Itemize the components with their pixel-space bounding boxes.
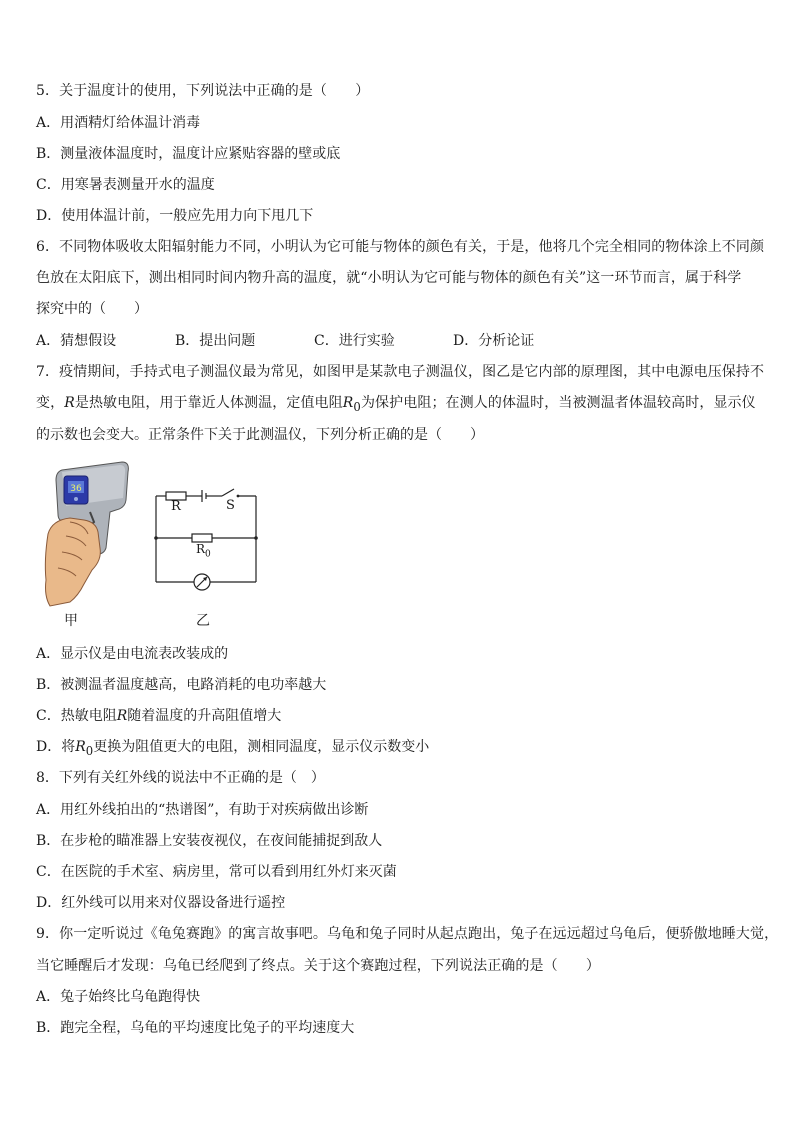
q7-option-c-text: 随着温度的升高阻值增大 (127, 708, 282, 724)
q5-stem: 5．关于温度计的使用，下列说法中正确的是（ ） (36, 83, 370, 99)
q8-option-d: D．红外线可以用来对仪器设备进行遥控 (36, 895, 286, 911)
q7-option-a: A．显示仪是由电流表改装成的 (36, 646, 229, 662)
q7-option-c-text: C．热敏电阻 (36, 708, 117, 724)
q7-option-d-var: R (75, 739, 86, 755)
q9-option-a: A．兔子始终比乌龟跑得快 (36, 989, 201, 1005)
svg-text:36: 36 (70, 484, 82, 494)
q5-option-c: C．用寒暑表测量开水的温度 (36, 177, 215, 193)
circuit-label-r: R (171, 499, 181, 514)
circuit-diagram (150, 484, 265, 594)
q7-var-r0-subscript: 0 (353, 399, 361, 414)
q9-option-b: B．跑完全程，乌龟的平均速度比兔子的平均速度大 (36, 1020, 355, 1036)
q6-option-a: A．猜想假设 (36, 333, 117, 349)
q7-stem-line3: 的示数也会变大。正常条件下关于此测温仪，下列分析正确的是（ ） (36, 427, 484, 443)
q7-stem-text: 变， (36, 395, 65, 411)
q7-stem-text: 是热敏电阻，用于靠近人体测温，定值电阻 (74, 395, 343, 411)
q6-option-d: D．分析论证 (453, 333, 535, 349)
q5-option-a: A．用酒精灯给体温计消毒 (36, 115, 201, 131)
q7-option-b: B．被测温者温度越高，电路消耗的电功率越大 (36, 677, 327, 693)
q9-stem-line2: 当它睡醒后才发现：乌龟已经爬到了终点。关于这个赛跑过程，下列说法正确的是（ ） (36, 958, 600, 974)
circuit-diagram-svg (150, 484, 265, 594)
figure-jia-caption: 甲 (64, 613, 78, 629)
q8-option-b: B．在步枪的瞄准器上安装夜视仪，在夜间能捕捉到敌人 (36, 833, 383, 849)
q5-option-d: D．使用体温计前，一般应先用力向下甩几下 (36, 208, 314, 224)
figure-yi-caption: 乙 (196, 613, 210, 629)
q6-options (36, 331, 534, 351)
circuit-label-s: S (226, 498, 235, 513)
circuit-label-r0-main: R (196, 542, 206, 556)
q7-var-r: R (64, 395, 75, 411)
q7-option-d (36, 737, 764, 761)
q6-stem-line1: 6．不同物体吸收太阳辐射能力不同，小明认为它可能与物体的颜色有关，于是，他将几个完全相同的物体涂上不同颜 (36, 239, 765, 255)
q6-stem-line2: 色放在太阳底下，测出相同时间内物升高的温度，就“小明认为它可能与物体的颜色有关”这一环节而言，属于科学 (36, 270, 742, 286)
q9-stem-line1: 9．你一定听说过《龟兔赛跑》的寓言故事吧。乌龟和兔子同时从起点跑出，兔子在远远超过乌龟后，便骄傲地睡大觉， (36, 926, 779, 942)
thermometer-gun-icon (40, 460, 135, 610)
q8-stem: 8．下列有关红外线的说法中不正确的是（ ） (36, 770, 325, 786)
q7-var-r0: R (342, 395, 354, 411)
q7-stem-line1: 7．疫情期间，手持式电子测温仪最为常见，如图甲是某款电子测温仪，图乙是它内部的原理图，其中电源电压保持不 (36, 364, 765, 380)
q6-stem-line3: 探究中的（ ） (36, 301, 148, 317)
q7-option-d-sub: 0 (85, 743, 94, 758)
q7-option-c-var: R (116, 708, 128, 724)
circuit-label-r0 (196, 540, 211, 563)
q7-stem-text: 为保护电阻；在测人的体温时，当被测温者体温较高时，显示仪 (360, 395, 756, 411)
q5-option-b: B．测量液体温度时，温度计应紧贴容器的壁或底 (36, 146, 341, 162)
circuit-label-r0-sub: 0 (205, 549, 211, 560)
q6-option-b: B．提出问题 (175, 333, 256, 349)
q6-option-c: C．进行实验 (314, 333, 395, 349)
q7-option-d-text: D．将 (36, 739, 76, 755)
q8-option-c: C．在医院的手术室、病房里，常可以看到用红外灯来灭菌 (36, 864, 397, 880)
q7-option-d-text: 更换为阻值更大的电阻，测相同温度，显示仪示数变小 (93, 739, 430, 755)
q7-option-c (36, 706, 764, 726)
q7-stem-line2 (36, 393, 764, 417)
q8-option-a: A．用红外线拍出的“热谱图”，有助于对疾病做出诊断 (36, 802, 369, 818)
thermometer-gun-image (40, 460, 135, 610)
